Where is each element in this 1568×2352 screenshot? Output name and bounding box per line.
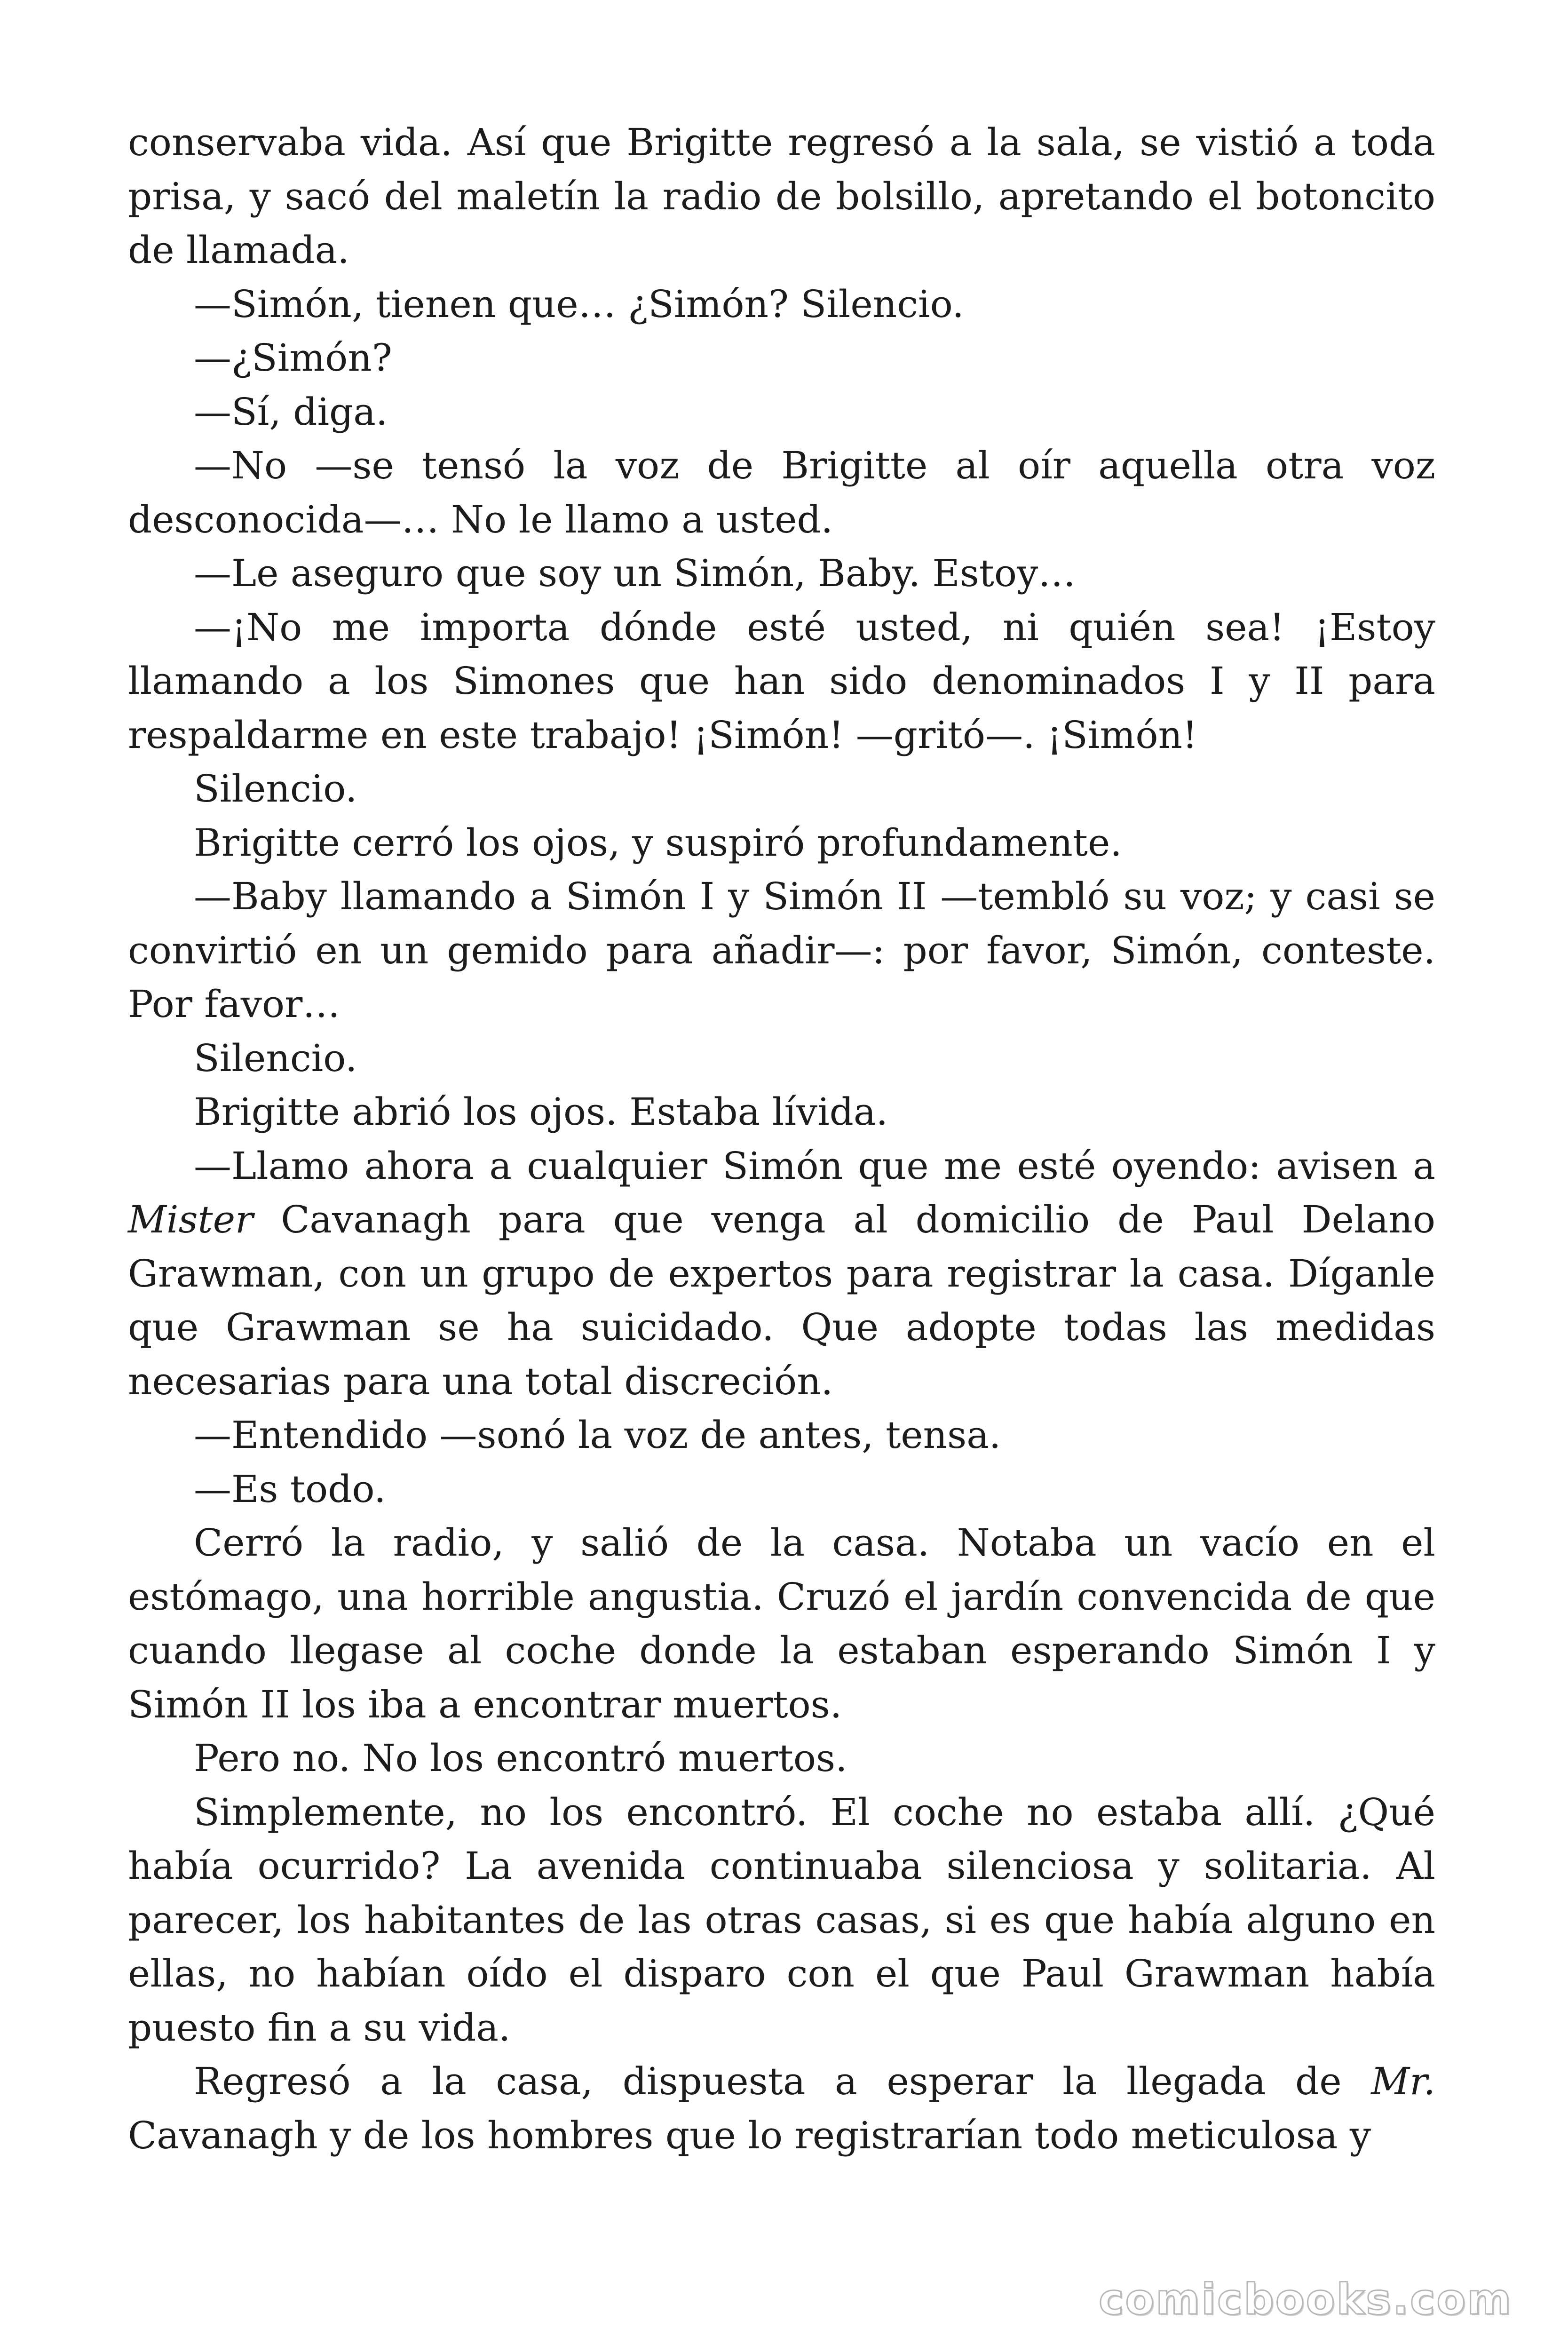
paragraph: Silencio.: [194, 1036, 357, 1080]
paragraph: Brigitte abrió los ojos. Estaba lívida.: [194, 1090, 888, 1134]
paragraph: Cerró la radio, y salió de la casa. Notaba un vacío en el estómago, una horrible angustia. Cruzó el jardín convencida de que cuando llegase al coche donde la estaban esperando Simón I y Simón II los iba a encontrar muertos.: [128, 1521, 1435, 1726]
paragraph: —Es todo.: [194, 1467, 386, 1511]
paragraph: conservaba vida. Así que Brigitte regresó a la sala, se vistió a toda prisa, y sacó del maletín la radio de bolsillo, apretando el botoncito de llamada.: [128, 120, 1435, 272]
text-span: Regresó a la casa, dispuesta a esperar la llegada de: [194, 2059, 1371, 2103]
paragraph: Simplemente, no los encontró. El coche no estaba allí. ¿Qué había ocurrido? La avenida continuaba silenciosa y solitaria. Al parecer, los habitantes de las otras casas, si es que había alguno en ellas, no habían oído el disparo con el que Paul Grawman había puesto fin a su vida.: [128, 1790, 1435, 2050]
paragraph: —Simón, tienen que… ¿Simón? Silencio.: [194, 282, 964, 326]
paragraph: —¿Simón?: [194, 336, 392, 380]
paragraph: —Le aseguro que soy un Simón, Baby. Estoy…: [194, 551, 1076, 595]
book-page-text: [128, 116, 1435, 2162]
paragraph: —No —se tensó la voz de Brigitte al oír aquella otra voz desconocida—… No le llamo a usted.: [128, 444, 1435, 541]
italic-term: Mister: [128, 1198, 253, 1241]
paragraph: Silencio.: [194, 767, 357, 810]
paragraph: —Baby llamando a Simón I y Simón II —tembló su voz; y casi se convirtió en un gemido para añadir—: por favor, Simón, conteste. Por favor…: [128, 874, 1435, 1026]
paragraph: —Entendido —sonó la voz de antes, tensa.: [194, 1413, 1001, 1457]
text-span: —Llamo ahora a cualquier Simón que me esté oyendo: avisen a: [194, 1144, 1435, 1188]
paragraph: —¡No me importa dónde esté usted, ni quién sea! ¡Estoy llamando a los Simones que han sido denominados I y II para respaldarme en este trabajo! ¡Simón! —gritó—. ¡Simón!: [128, 605, 1435, 757]
paragraph: Brigitte cerró los ojos, y suspiró profundamente.: [194, 820, 1122, 865]
italic-term: Mr.: [1371, 2059, 1435, 2103]
paragraph-with-italic: [128, 2055, 1435, 2162]
paragraph: —Sí, diga.: [194, 389, 388, 434]
watermark-logo: comicbooks.com: [1099, 2275, 1513, 2324]
text-span: Cavanagh para que venga al domicilio de Paul Delano Grawman, con un grupo de expertos para registrar la casa. Díganle que Grawman se ha suicidado. Que adopte todas las medidas necesarias para una total discreción.: [128, 1198, 1435, 1403]
paragraph: Pero no. No los encontró muertos.: [194, 1736, 847, 1780]
text-span: Cavanagh y de los hombres que lo registrarían todo meticulosa y: [128, 2113, 1371, 2157]
paragraph-with-italic: [128, 1139, 1435, 1409]
